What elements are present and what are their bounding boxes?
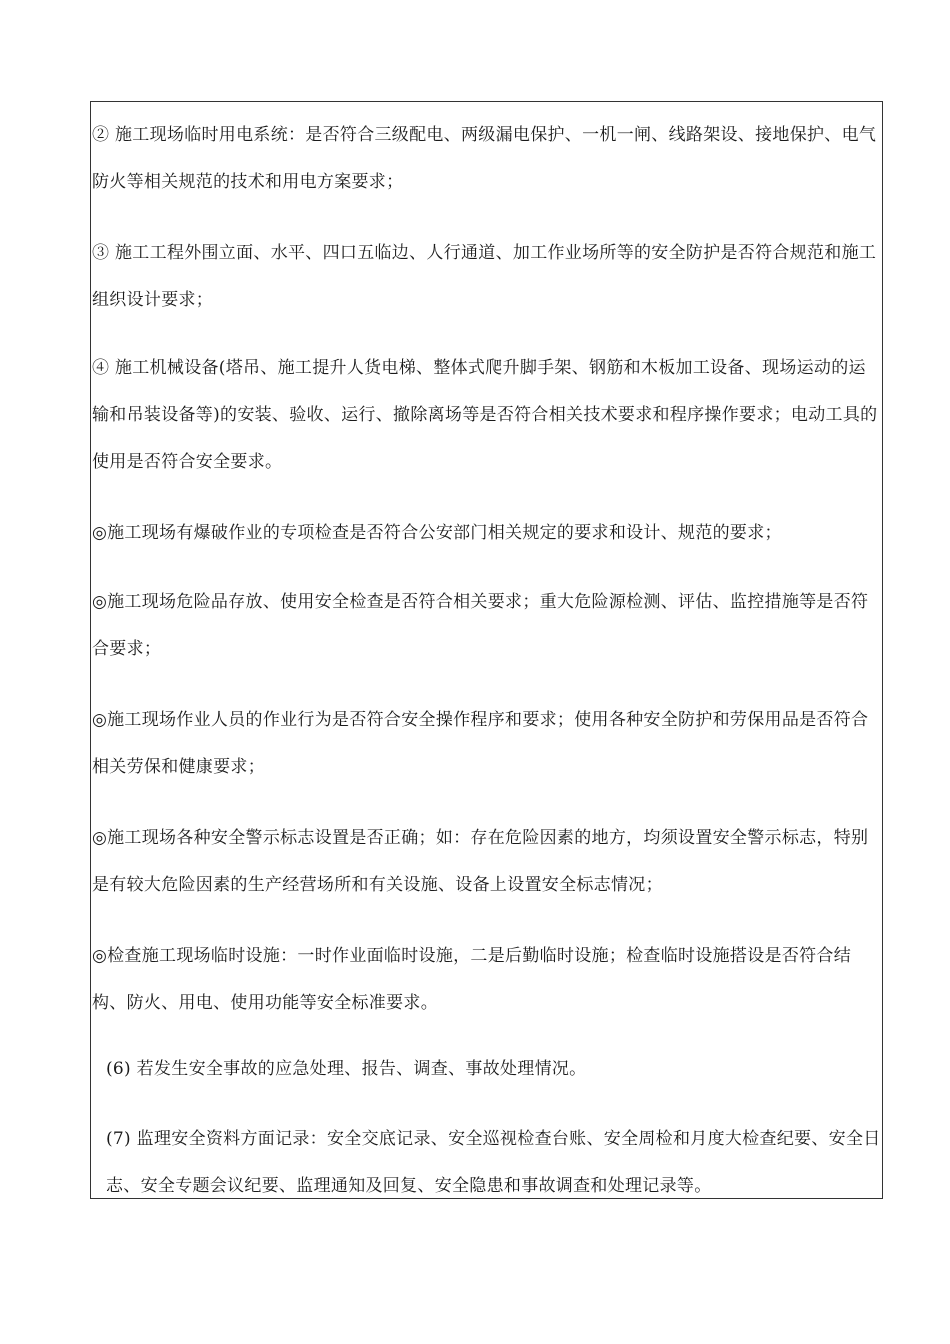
- paragraph-temporary-facilities: ◎检查施工现场临时设施：一时作业面临时设施，二是后勤临时设施；检查临时设施搭设是否符合结构、防火、用电、使用功能等安全标准要求。: [92, 946, 852, 1013]
- paragraph-worker-behavior: ◎施工现场作业人员的作业行为是否符合安全操作程序和要求；使用各种安全防护和劳保用品是否符合相关劳保和健康要求；: [92, 710, 869, 777]
- content-table-cell: [90, 101, 883, 1199]
- paragraph-hazardous-goods: ◎施工现场危险品存放、使用安全检查是否符合相关要求；重大危险源检测、评估、监控措施等是否符合要求；: [92, 592, 869, 659]
- paragraph-accident-handling: (6) 若发生安全事故的应急处理、报告、调查、事故处理情况。: [106, 1059, 587, 1079]
- paragraph-protection: ③ 施工工程外围立面、水平、四口五临边、人行通道、加工作业场所等的安全防护是否符合规范和施工组织设计要求；: [92, 243, 877, 310]
- paragraph-safety-records: (7) 监理安全资料方面记录：安全交底记录、安全巡视检查台账、安全周检和月度大检查纪要、安全日志、安全专题会议纪要、监理通知及回复、安全隐患和事故调查和处理记录等。: [106, 1129, 881, 1196]
- paragraph-blasting: ◎施工现场有爆破作业的专项检查是否符合公安部门相关规定的要求和设计、规范的要求；: [92, 523, 782, 543]
- paragraph-warning-signs: ◎施工现场各种安全警示标志设置是否正确；如：存在危险因素的地方，均须设置安全警示标志，特别是有较大危险因素的生产经营场所和有关设施、设备上设置安全标志情况；: [92, 828, 869, 895]
- paragraph-machinery: ④ 施工机械设备(塔吊、施工提升人货电梯、整体式爬升脚手架、钢筋和木板加工设备、现场运动的运输和吊装设备等)的安装、验收、运行、撤除离场等是否符合相关技术要求和程序操作要求；电动工具的使用是否符合安全要求。: [92, 358, 878, 472]
- paragraph-electricity: ② 施工现场临时用电系统：是否符合三级配电、两级漏电保护、一机一闸、线路架设、接地保护、电气防火等相关规范的技术和用电方案要求；: [92, 125, 877, 192]
